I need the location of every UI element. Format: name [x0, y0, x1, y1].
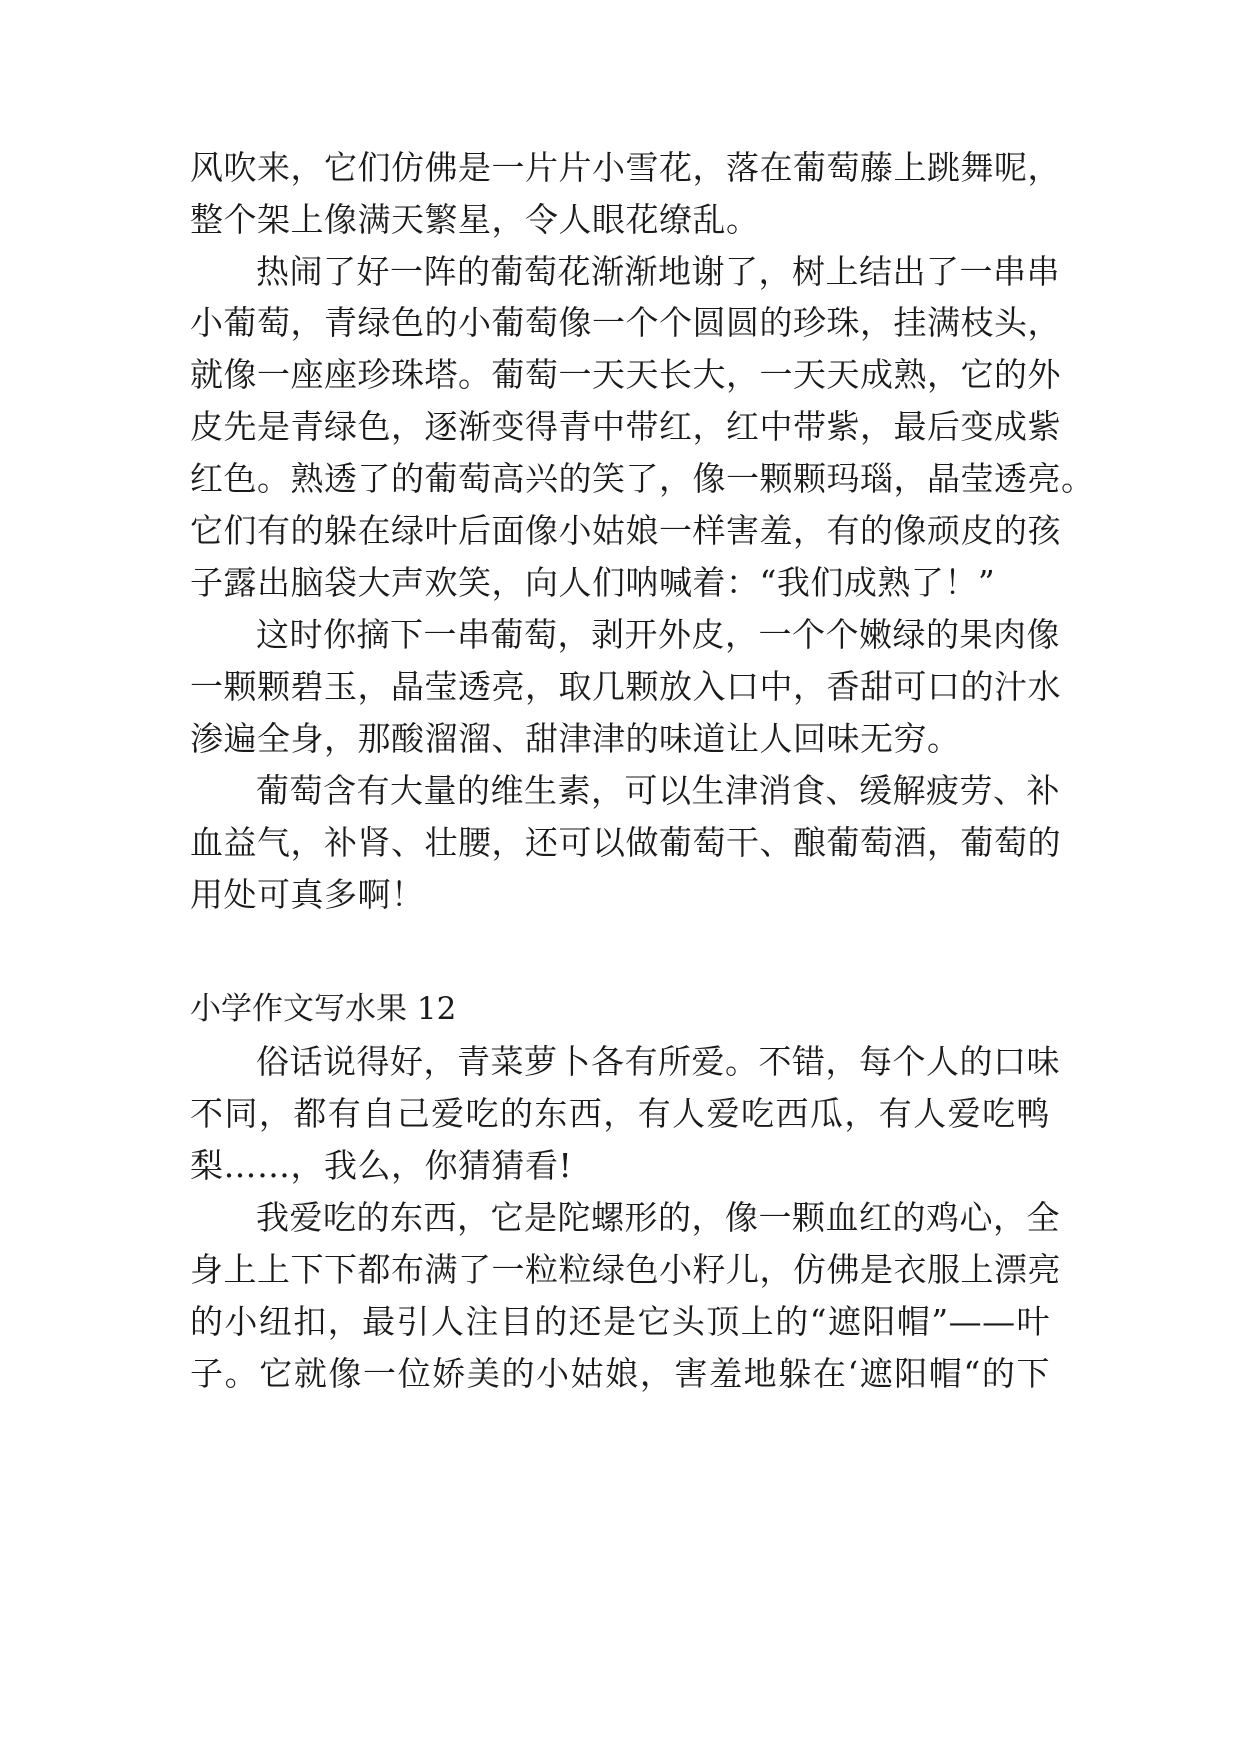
- paragraph-line: 热闹了好一阵的葡萄花渐渐地谢了，树上结出了一串串: [256, 252, 1060, 291]
- paragraph-line: 这时你摘下一串葡萄，剥开外皮，一个个嫩绿的果肉像: [256, 615, 1060, 654]
- paragraph-line: 一颗颗碧玉，晶莹透亮，取几颗放入口中，香甜可口的汁水: [190, 667, 1061, 706]
- paragraph-line: 血益气，补肾、壮腰，还可以做葡萄干、酿葡萄酒，葡萄的: [190, 823, 1061, 862]
- paragraph-line: 我爱吃的东西，它是陀螺形的，像一颗血红的鸡心，全: [256, 1198, 1060, 1237]
- section-heading: 小学作文写水果 12: [190, 991, 457, 1027]
- paragraph-line: 子露出脑袋大声欢笑，向人们呐喊着：“我们成熟了！”: [190, 563, 996, 602]
- paragraph-line: 子。它就像一位娇美的小姑娘，害羞地躲在‘遮阳帽“的下: [190, 1354, 1050, 1393]
- paragraph-line: 皮先是青绿色，逐渐变得青中带红，红中带紫，最后变成紫: [190, 407, 1061, 446]
- paragraph-line: 身上上下下都布满了一粒粒绿色小籽儿，仿佛是衣服上漂亮: [190, 1250, 1061, 1289]
- paragraph-line: 渗遍全身，那酸溜溜、甜津津的味道让人回味无穷。: [190, 719, 961, 758]
- paragraph-line: 小葡萄，青绿色的小葡萄像一个个圆圆的珍珠，挂满枝头，: [190, 303, 1061, 342]
- paragraph-line: 的小纽扣，最引人注目的还是它头顶上的“遮阳帽”——叶: [190, 1302, 1050, 1341]
- paragraph-line: 葡萄含有大量的维生素，可以生津消食、缓解疲劳、补: [256, 771, 1060, 810]
- paragraph-line: 梨……，我么，你猜猜看!: [190, 1146, 573, 1185]
- paragraph-line: 它们有的躲在绿叶后面像小姑娘一样害羞，有的像顽皮的孩: [190, 511, 1061, 550]
- paragraph-line: 红色。熟透了的葡萄高兴的笑了，像一颗颗玛瑙，晶莹透亮。: [190, 459, 1095, 498]
- paragraph-line: 用处可真多啊！: [190, 875, 425, 914]
- paragraph-line: 俗话说得好，青菜萝卜各有所爱。不错，每个人的口味: [256, 1042, 1060, 1081]
- paragraph-line: 就像一座座珍珠塔。葡萄一天天长大，一天天成熟，它的外: [190, 355, 1061, 394]
- paragraph-line: 风吹来，它们仿佛是一片片小雪花，落在葡萄藤上跳舞呢，: [190, 148, 1061, 187]
- paragraph-line: 整个架上像满天繁星，令人眼花缭乱。: [190, 200, 760, 239]
- paragraph-line: 不同，都有自己爱吃的东西，有人爱吃西瓜，有人爱吃鸭: [190, 1094, 1050, 1133]
